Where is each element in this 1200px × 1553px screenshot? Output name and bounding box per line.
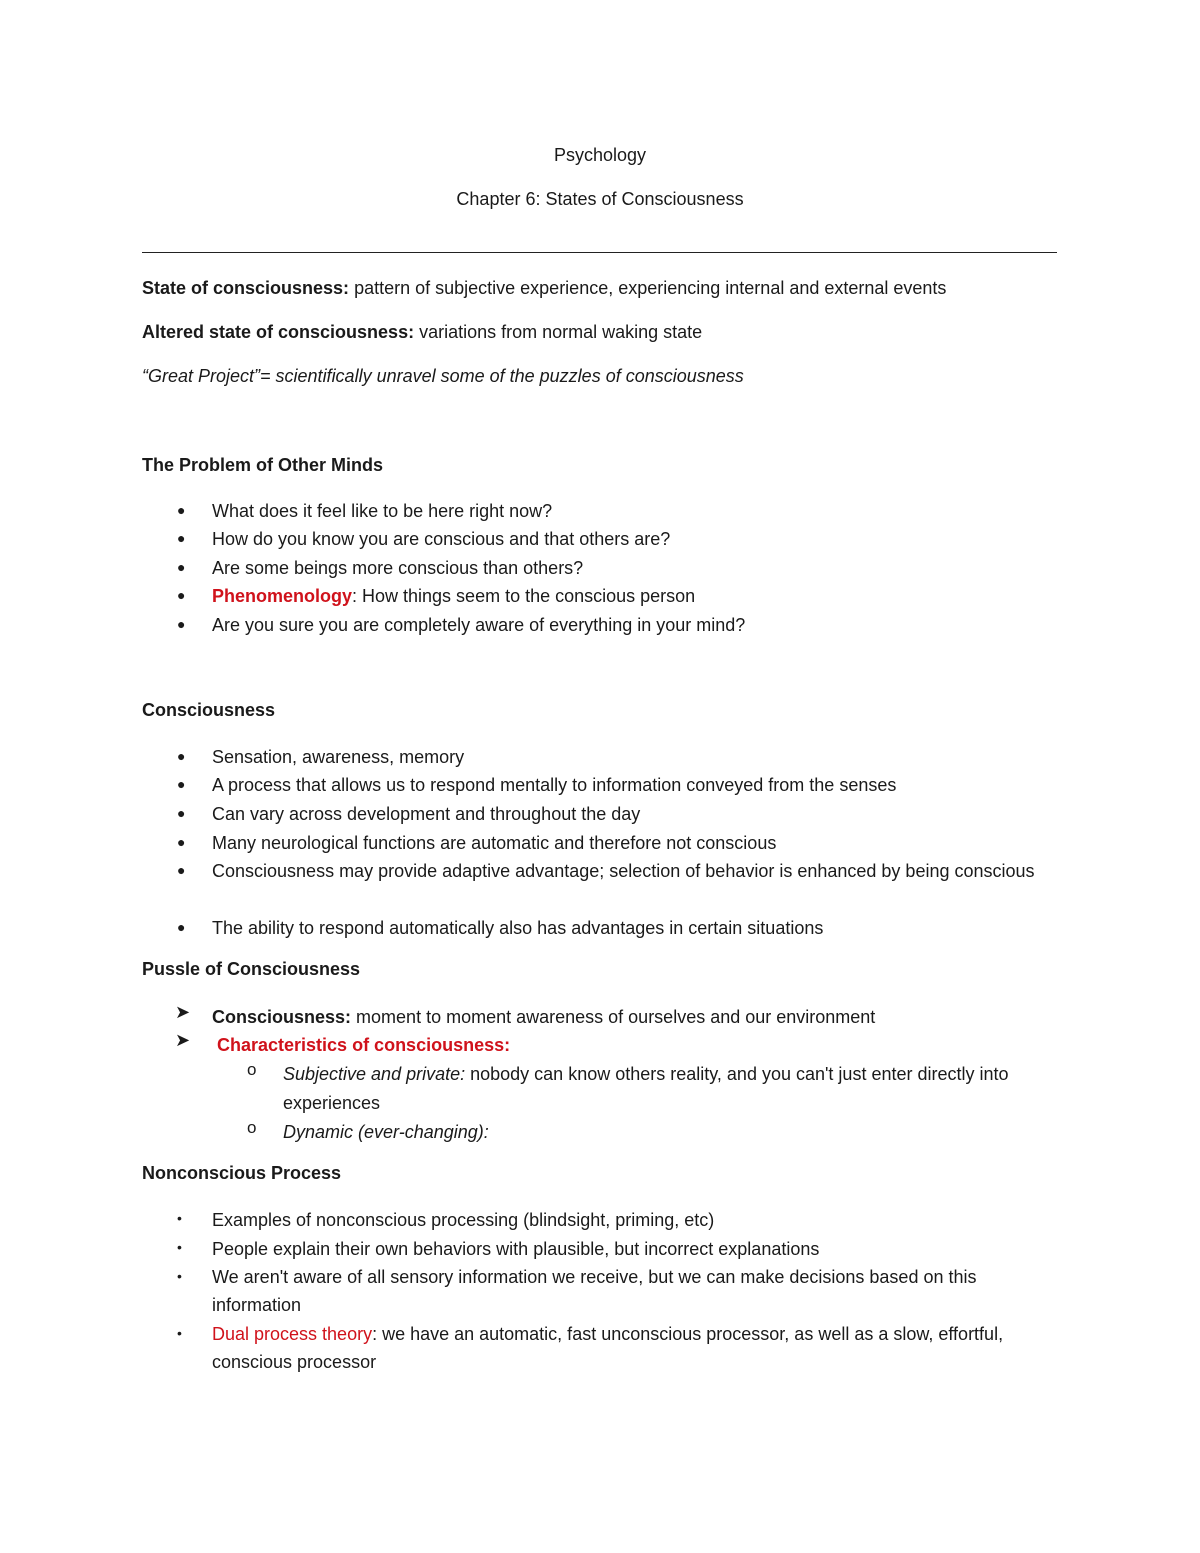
- definition-term: Altered state of consciousness:: [142, 322, 415, 342]
- list-item-text: moment to moment awareness of ourselves and our environment: [351, 1007, 876, 1027]
- section-heading-nonconscious: Nonconscious Process: [142, 1163, 342, 1183]
- list-item: Many neurological functions are automatic and therefore not conscious: [212, 833, 777, 853]
- list-item-text: : we have an automatic, fast unconscious processor, as well as a slow, effortful, conscious processor: [212, 1324, 1004, 1372]
- section-heading-pussle: Pussle of Consciousness: [142, 959, 361, 979]
- key-term: Phenomenology: [212, 586, 353, 606]
- sub-term: Dynamic (ever-changing):: [283, 1122, 489, 1142]
- list-item: We aren't aware of all sensory information we receive, but we can make decisions based on this information: [212, 1267, 977, 1315]
- section-heading-other-minds: The Problem of Other Minds: [142, 455, 384, 475]
- list-item: Are some beings more conscious than others?: [212, 558, 584, 578]
- bullet-icon: •: [177, 1239, 182, 1255]
- list-item: Consciousness may provide adaptive advantage; selection of behavior is enhanced by being conscious: [212, 861, 1035, 881]
- list-item: People explain their own behaviors with plausible, but incorrect explanations: [212, 1239, 820, 1259]
- horizontal-rule: [142, 252, 1057, 253]
- definition-state: [142, 278, 946, 299]
- list-item: What does it feel like to be here right now?: [212, 501, 553, 521]
- arrow-bullet-icon: ➤: [175, 1002, 191, 1022]
- great-project-note: “Great Project”= scientifically unravel some of the puzzles of consciousness: [142, 366, 744, 386]
- definition-text: pattern of subjective experience, experiencing internal and external events: [349, 278, 947, 298]
- list-item-text: : How things seem to the conscious person: [352, 586, 696, 606]
- sub-text: nobody can know others reality, and you can't just enter directly into experiences: [283, 1064, 1009, 1113]
- bullet-icon: ●: [177, 587, 186, 603]
- bullet-icon: ●: [177, 776, 186, 792]
- bullet-icon: ●: [177, 530, 186, 546]
- list-item: A process that allows us to respond mentally to information conveyed from the senses: [212, 775, 897, 795]
- section-heading-consciousness: Consciousness: [142, 700, 276, 720]
- list-item-phenomenology: [212, 582, 1062, 610]
- sub-list-item: [283, 1118, 1063, 1147]
- bullet-icon: •: [177, 1268, 182, 1284]
- bullet-icon: ●: [177, 805, 186, 821]
- bullet-icon: ●: [177, 748, 186, 764]
- bullet-icon: ●: [177, 616, 186, 632]
- list-item: The ability to respond automatically also has advantages in certain situations: [212, 918, 824, 938]
- document-subtitle: Chapter 6: States of Consciousness: [456, 189, 744, 209]
- bullet-icon: ●: [177, 559, 186, 575]
- list-item: Can vary across development and throughout the day: [212, 804, 641, 824]
- key-term: Dual process theory: [212, 1324, 373, 1344]
- definition-term: State of consciousness:: [142, 278, 350, 298]
- bullet-icon: •: [177, 1325, 182, 1341]
- bullet-icon: •: [177, 1210, 182, 1226]
- sub-bullet-icon: o: [247, 1060, 257, 1079]
- sub-bullet-icon: o: [247, 1118, 257, 1137]
- definition-altered: [142, 322, 702, 343]
- bullet-icon: ●: [177, 862, 186, 878]
- sub-list-item: [283, 1060, 1063, 1118]
- list-item: How do you know you are conscious and that others are?: [212, 529, 671, 549]
- list-item-dual-process: [212, 1320, 1062, 1376]
- definition-text: variations from normal waking state: [414, 322, 703, 342]
- list-item: Are you sure you are completely aware of everything in your mind?: [212, 615, 746, 635]
- list-item-characteristics: [217, 1031, 1067, 1059]
- list-item: Sensation, awareness, memory: [212, 747, 465, 767]
- list-item: Examples of nonconscious processing (blindsight, priming, etc): [212, 1210, 715, 1230]
- bullet-icon: ●: [177, 502, 186, 518]
- arrow-bullet-icon: ➤: [175, 1030, 191, 1050]
- key-term: Characteristics of consciousness:: [217, 1035, 511, 1055]
- document-title: Psychology: [553, 145, 647, 165]
- list-item-consciousness: [212, 1003, 1062, 1031]
- bullet-icon: ●: [177, 919, 186, 935]
- bullet-icon: ●: [177, 834, 186, 850]
- key-term: Consciousness:: [212, 1007, 352, 1027]
- sub-term: Subjective and private:: [283, 1064, 466, 1084]
